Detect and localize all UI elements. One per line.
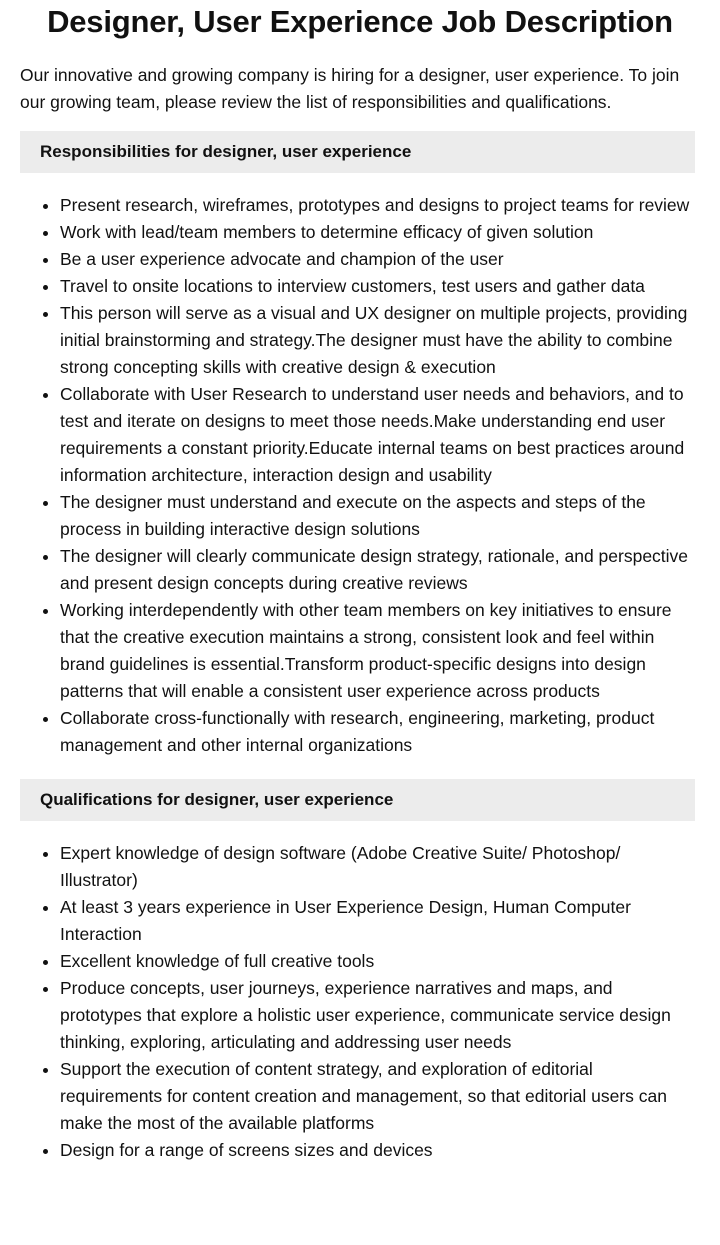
intro-paragraph: Our innovative and growing company is hiring for a designer, user experience. To join our growing team, please review the list of responsibilities and qualifications.: [20, 65, 680, 112]
list-item: • This person will serve as a visual and UX designer on multiple projects, providing initial brainstorming and strategy.The designer must have the ability to combine strong concepting skills with creative design & execution: [60, 300, 695, 381]
qualifications-heading: Qualifications for designer, user experience: [20, 779, 695, 821]
list-item: • At least 3 years experience in User Experience Design, Human Computer Interaction: [60, 894, 695, 948]
list-item: • Design for a range of screens sizes and devices: [60, 1137, 695, 1164]
list-item: • Be a user experience advocate and champion of the user: [60, 246, 695, 273]
list-item: • Support the execution of content strategy, and exploration of editorial requirements for content creation and management, so that editorial users can make the most of the available platforms: [60, 1056, 695, 1137]
list-item: • Excellent knowledge of full creative tools: [60, 948, 695, 975]
list-item: • Working interdependently with other team members on key initiatives to ensure that the creative execution maintains a strong, consistent look and feel within brand guidelines is essential.Transform product-specific designs into design patterns that will enable a consistent user experience across products: [60, 597, 695, 705]
qualifications-list: [20, 840, 695, 1164]
responsibilities-list: [20, 192, 695, 759]
page-title: Designer, User Experience Job Description: [47, 4, 673, 39]
list-item: • Expert knowledge of design software (Adobe Creative Suite/ Photoshop/ Illustrator): [60, 840, 695, 894]
list-item: • The designer must understand and execute on the aspects and steps of the process in building interactive design solutions: [60, 489, 695, 543]
list-item: • Present research, wireframes, prototypes and designs to project teams for review: [60, 192, 695, 219]
list-item: • Travel to onsite locations to interview customers, test users and gather data: [60, 273, 695, 300]
list-item: • The designer will clearly communicate design strategy, rationale, and perspective and present design concepts during creative reviews: [60, 543, 695, 597]
responsibilities-heading: Responsibilities for designer, user experience: [20, 131, 695, 173]
list-item: • Work with lead/team members to determine efficacy of given solution: [60, 219, 695, 246]
list-item: • Collaborate with User Research to understand user needs and behaviors, and to test and iterate on designs to meet those needs.Make understanding end user requirements a constant priority.Educate internal teams on best practices around information architecture, interaction design and usability: [60, 381, 695, 489]
list-item: • Collaborate cross-functionally with research, engineering, marketing, product management and other internal organizations: [60, 705, 695, 759]
list-item: • Produce concepts, user journeys, experience narratives and maps, and prototypes that explore a holistic user experience, communicate service design thinking, exploring, articulating and addressing user needs: [60, 975, 695, 1056]
